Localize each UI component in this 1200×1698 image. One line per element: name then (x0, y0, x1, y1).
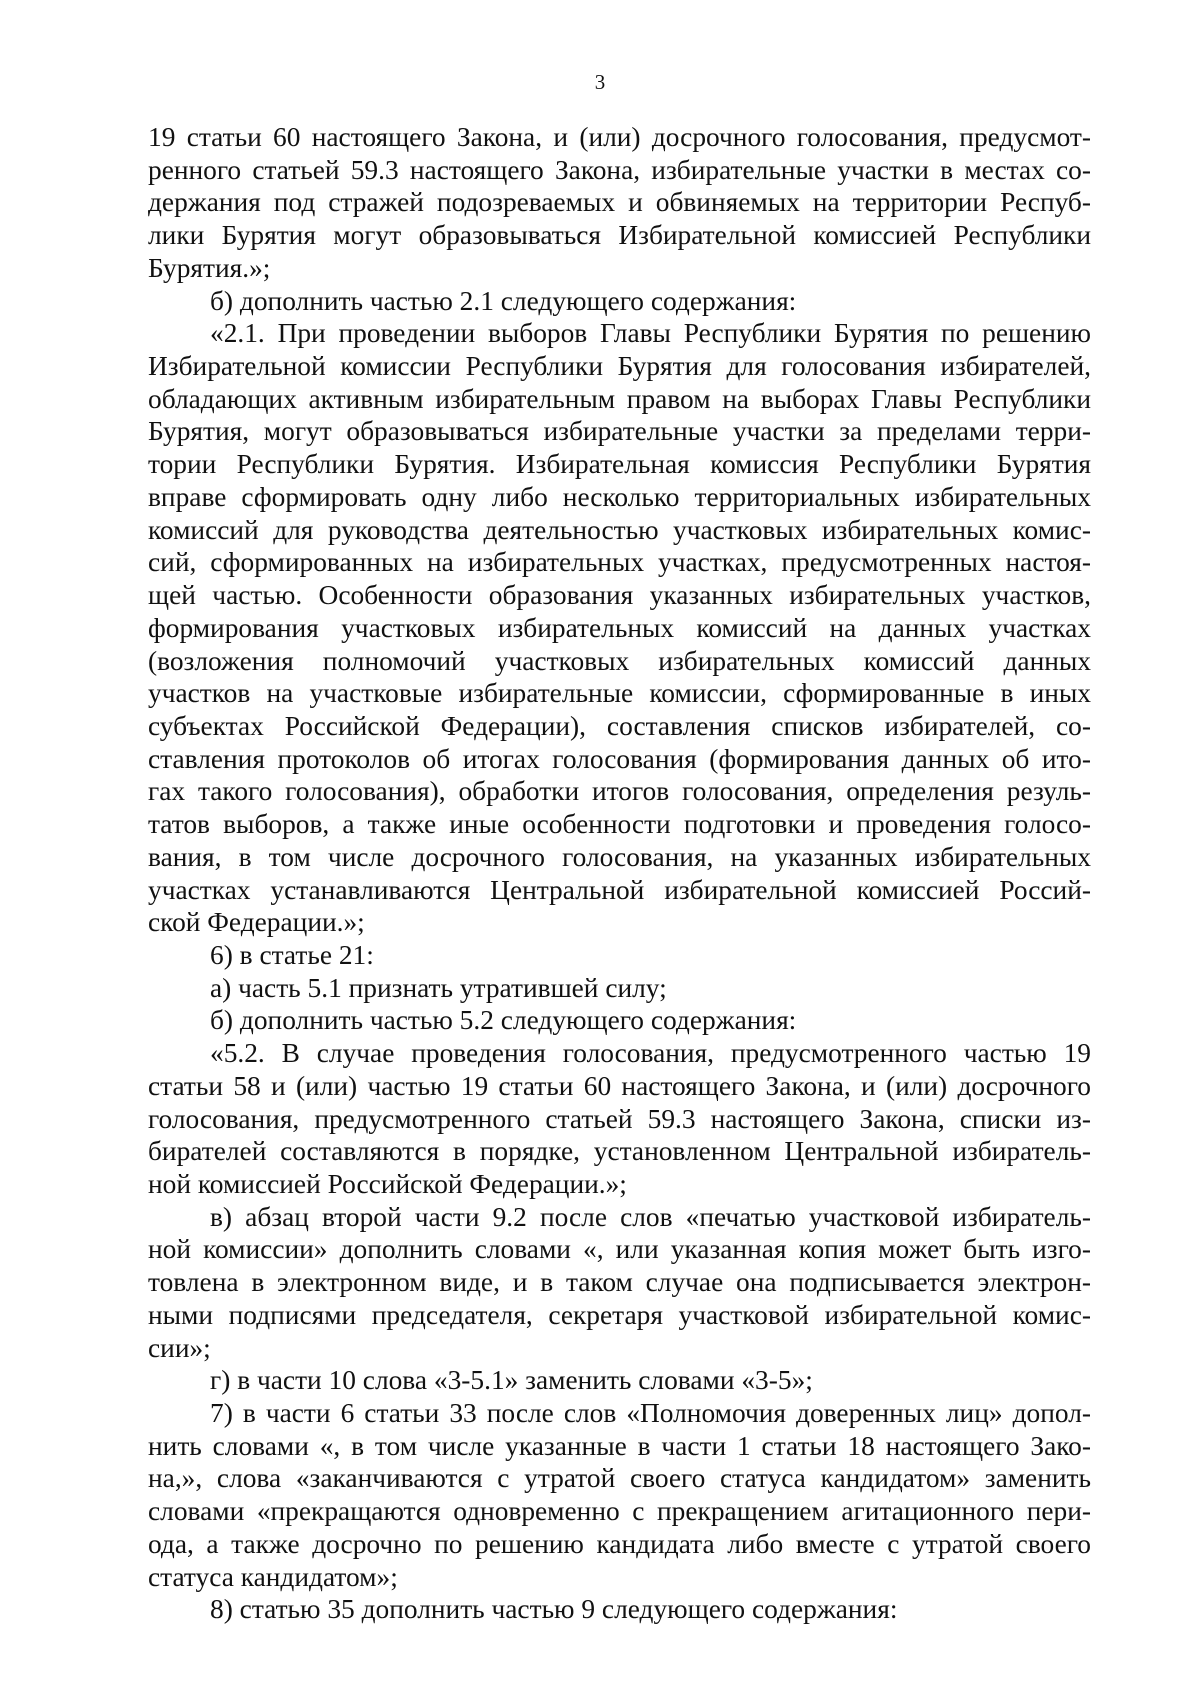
text-line: вания, в том числе досрочного голосования, на указанных избирательных (148, 841, 1091, 872)
text-line: формирования участковых избирательных комиссий на данных участках (148, 612, 1091, 643)
text-line: «2.1. При проведении выборов Главы Республики Бурятия по решению (210, 318, 1091, 349)
text-line: ода, а также досрочно по решению кандидата либо вместе с утратой своего (148, 1528, 1091, 1559)
text-line: Избирательной комиссии Республики Бурятия для голосования избирателей, (148, 351, 1091, 382)
text-line: 19 статьи 60 настоящего Закона, и (или) досрочного голосования, предусмот- (148, 122, 1091, 152)
text-line: ными подписями председателя, секретаря участковой избирательной комис- (148, 1299, 1091, 1330)
text-line: татов выборов, а также иные особенности подготовки и проведения голосо- (148, 809, 1091, 840)
text-line: статуса кандидатом»; (148, 1561, 398, 1592)
text-line: держания под стражей подозреваемых и обвиняемых на территории Респуб- (148, 187, 1091, 218)
text-line: голосования, предусмотренного статьей 59.3 настоящего Закона, списки из- (148, 1103, 1091, 1134)
text-line: нить словами «, в том числе указанные в части 1 статьи 18 настоящего Зако- (148, 1430, 1091, 1461)
document-body (148, 121, 1091, 1626)
text-line: б) дополнить частью 5.2 следующего содержания: (210, 1005, 797, 1036)
text-line: субъектах Российской Федерации), составления списков избирателей, со- (148, 710, 1091, 741)
text-line: комиссий для руководства деятельностью участковых избирательных комис- (148, 514, 1091, 545)
text-line: ной комиссии» дополнить словами «, или указанная копия может быть изго- (148, 1234, 1091, 1265)
text-line: лики Бурятия могут образовываться Избирательной комиссией Республики (148, 220, 1091, 251)
text-line: сии»; (148, 1332, 211, 1363)
text-line: (возложения полномочий участковых избирательных комиссий данных (148, 645, 1091, 676)
text-line: ренного статьей 59.3 настоящего Закона, избирательные участки в местах со- (148, 154, 1091, 185)
text-line: ской Федерации.»; (148, 907, 365, 938)
text-line: Бурятия.»; (148, 252, 271, 283)
text-line: ной комиссией Российской Федерации.»; (148, 1169, 627, 1199)
text-line: товлена в электронном виде, и в таком случае она подписывается электрон- (148, 1267, 1091, 1298)
text-line: 6) в статье 21: (210, 939, 374, 970)
text-line: обладающих активным избирательным правом на выборах Главы Республики (148, 383, 1091, 414)
text-line: участков на участковые избирательные комиссии, сформированные в иных (148, 678, 1091, 709)
text-line: 8) статью 35 дополнить частью 9 следующего содержания: (210, 1594, 898, 1625)
text-line: щей частью. Особенности образования указанных избирательных участков, (148, 580, 1091, 611)
text-line: «5.2. В случае проведения голосования, предусмотренного частью 19 (210, 1038, 1091, 1069)
text-line: гах такого голосования), обработки итогов голосования, определения резуль- (148, 776, 1091, 807)
text-line: вправе сформировать одну либо несколько территориальных избирательных (148, 481, 1091, 512)
text-line: бирателей составляются в порядке, установленном Центральной избиратель- (148, 1136, 1091, 1167)
text-line: б) дополнить частью 2.1 следующего содержания: (210, 285, 797, 316)
page-number: 3 (594, 70, 606, 94)
text-line: в) абзац второй части 9.2 после слов «печатью участковой избиратель- (210, 1201, 1091, 1232)
text-line: статьи 58 и (или) частью 19 статьи 60 настоящего Закона, и (или) досрочного (148, 1070, 1091, 1101)
text-line: участках устанавливаются Центральной избирательной комиссией Россий- (148, 874, 1091, 905)
text-line: словами «прекращаются одновременно с прекращением агитационного пери- (148, 1496, 1091, 1527)
text-line: а) часть 5.1 признать утратившей силу; (210, 972, 667, 1003)
text-line: ставления протоколов об итогах голосования (формирования данных об ито- (148, 743, 1091, 774)
text-line: Бурятия, могут образовываться избирательные участки за пределами терри- (148, 416, 1091, 447)
text-line: сий, сформированных на избирательных участках, предусмотренных настоя- (148, 547, 1091, 578)
text-line: на,», слова «заканчиваются с утратой своего статуса кандидатом» заменить (148, 1463, 1091, 1494)
text-line: 7) в части 6 статьи 33 после слов «Полномочия доверенных лиц» допол- (210, 1398, 1091, 1429)
text-line: г) в части 10 слова «3-5.1» заменить словами «3-5»; (210, 1365, 813, 1396)
text-line: тории Республики Бурятия. Избирательная комиссия Республики Бурятия (148, 449, 1091, 480)
